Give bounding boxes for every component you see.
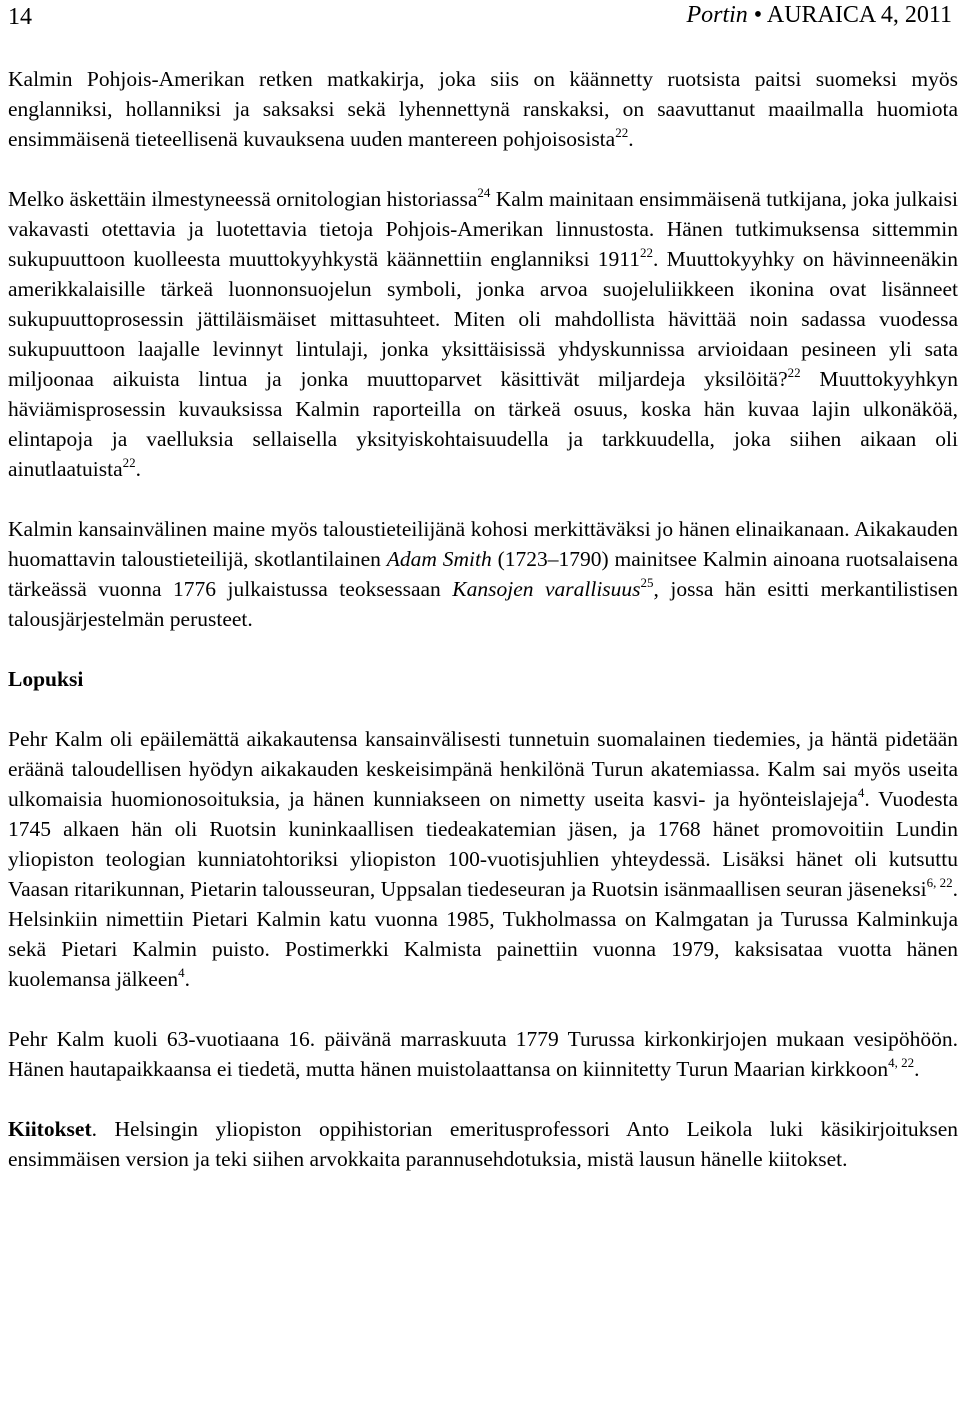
section-heading: Lopuksi — [8, 667, 84, 691]
paragraph-recognition: Pehr Kalm oli epäilemättä aikakautensa kansainvälisesti tunnetuin suomalainen tiedemies, ja häntä pidetään eräänä taloudellisen hyödyn aikakauden keskeisimpänä henkilönä Turun akatemiassa. Kalm sai myös useita ulkomaisia huomionosoituksia, ja hänen kunniakseen on nimetty useita kasvi- ja hyönteislajeja$^4$. Vuodesta 1745 alkaen hän oli Ruotsin kuninkaallisen tiedeakatemian jäsen, ja 1768 hänet promovoitiin Lundin yliopiston teologian kunniatohtoriksi yliopiston 100-vuotisjuhlien yhteydessä. Lisäksi hänet oli kutsuttu Vaasan ritarikunnan, Pietarin talousseuran, Uppsalan tiedeseuran ja Ruotsin isänmaallisen seuran jäseneksi$^{6, 22}$. Helsinkiin nimettiin Pietari Kalmin katu vuonna 1985, Tukholmassa on Kalmgatan ja Turussa Kalminkuja sekä Pietari Kalmin puisto. Postimerkki Kalmista painettiin vuonna 1979, kaksisataa vuotta hänen kuolemansa jälkeen$^4$. — [8, 727, 959, 991]
citation-ref: 22 — [787, 365, 801, 380]
page-header — [8, 0, 952, 34]
author-name: Portin — [686, 2, 748, 28]
paragraph-death: Pehr Kalm kuoli 63-vuotiaana 16. päivänä marraskuuta 1779 Turussa kirkonkirjojen mukaan vesipöhöön. Hänen hautapaikkaansa ei tiedetä, mutta hänen muistolaattansa on kiinnitetty Turun Maarian kirkkoon$^{4, 22}$. — [8, 1027, 958, 1081]
citation-ref: 6, 22 — [926, 875, 953, 890]
citation-ref: 4, 22 — [888, 1055, 915, 1070]
citation-ref: 25 — [640, 575, 654, 590]
citation-ref: 22 — [122, 455, 136, 470]
citation-ref: 24 — [477, 185, 491, 200]
citation-ref: 4 — [857, 785, 865, 800]
person-name-italic: Adam Smith — [386, 547, 492, 571]
citation-ref: 22 — [615, 125, 629, 140]
book-title-italic: Kansojen varallisuus — [452, 577, 641, 601]
acknowledgements-label: Kiitokset — [8, 1117, 92, 1141]
paragraph-acknowledgements: Kiitokset. Helsingin yliopiston oppihistorian emeritusprofessori Anto Leikola luki käsikirjoituksen ensimmäisen version ja teki siihen arvokkaita parannusehdotuksia, mistä lausun hänelle kiitokset. — [8, 1117, 958, 1171]
running-head — [686, 2, 952, 29]
journal-issue: AURAICA 4, 2011 — [766, 2, 952, 28]
paragraph-travel-journal: Kalmin Pohjois-Amerikan retken matkakirja, joka siis on käännetty ruotsista paitsi suomeksi myös englanniksi, hollanniksi ja saksaksi sekä lyhennettynä ranskaksi, on saavuttanut maailmalla huomiota ensimmäisenä tieteellisenä kuvauksena uuden mantereen pohjoisosista$^{22}$. — [8, 67, 958, 151]
citation-ref: 4 — [178, 965, 185, 980]
paragraph-ornithology: Melko äskettäin ilmestyneessä ornitologian historiassa$^{24}$ Kalm mainitaan ensimmäisenä tutkijana, joka julkaisi vakavasti otettavia ja luotettavia tietoja Pohjois-Amerikan linnustosta. Hänen tutkimuksensa sittemmin sukupuuttoon kuolleesta muuttokyyhkystä käännettiin englanniksi 1911$^{22}$. Muuttokyyhky on hävinneenäkin amerikkalaisille tärkeä luonnonsuojelun symboli, jonka arvoa suojeluliikkeen ikonina ovat lisänneet sukupuuttoprosessin jättiläismäiset mittasuhteet. Miten oli mahdollista hävittää noin sadassa vuodessa sukupuuttoon laajalle levinnyt lintulaji, jonka yksittäisissä yhdyskunnissa arvioidaan pesineen yli sata miljoonaa aikuista lintua ja jonka muuttoparvet käsittivät miljardeja yksilöitä?$^{22}$ Muuttokyyhkyn häviämisprosessin kuvauksissa Kalmin raporteilla on tärkeä osuus, koska hän kuvaa lajin ulkonäköä, elintapoja ja vaelluksia sellaisella yksityiskohtaisuudella ja tarkkuudella, joka siihen aikaan oli ainutlaatuista$^{22}$. — [8, 185, 958, 481]
citation-ref: 22 — [639, 245, 653, 260]
bullet-separator: • — [747, 2, 767, 28]
paragraph-economics: Kalmin kansainvälinen maine myös taloustieteilijänä kohosi merkittäväksi jo hänen elinaikanaan. Aikakauden huomattavin taloustieteilijä, skotlantilainen Adam Smith (1723–1790) mainitsee Kalmin ainoana ruotsalaisena tärkeässä vuonna 1776 julkaistussa teoksessaan Kansojen varallisuus$^{25}$, jossa hän esitti merkantilistisen talousjärjestelmän perusteet. — [8, 517, 958, 631]
article-body — [8, 64, 958, 1174]
page-number: 14 — [8, 4, 32, 30]
